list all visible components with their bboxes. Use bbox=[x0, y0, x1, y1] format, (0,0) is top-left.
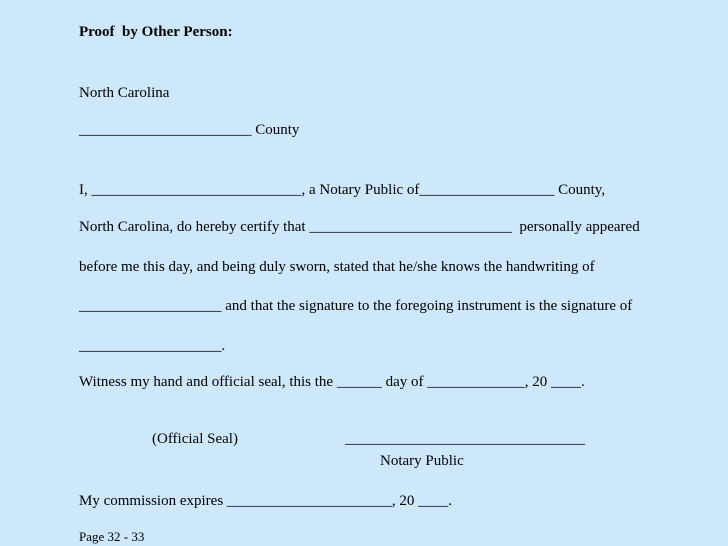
commission-expires-line: My commission expires ______________________, 20 ____. bbox=[79, 493, 452, 509]
official-seal-label: (Official Seal) bbox=[152, 431, 238, 447]
certification-line-5: ___________________. bbox=[79, 338, 226, 354]
certification-line-3: before me this day, and being duly sworn, stated that he/she knows the handwriting of bbox=[79, 259, 595, 275]
form-heading: Proof by Other Person: bbox=[79, 24, 233, 40]
signature-line: ________________________________ bbox=[345, 431, 585, 447]
certification-line-1: I, ____________________________, a Notary Public of__________________ County, bbox=[79, 182, 606, 198]
notary-public-caption: Notary Public bbox=[380, 453, 464, 469]
certification-line-4: ___________________ and that the signature to the foregoing instrument is the signature of bbox=[79, 298, 633, 314]
page-number: Page 32 - 33 bbox=[79, 529, 145, 544]
witness-line: Witness my hand and official seal, this the ______ day of _____________, 20 ____. bbox=[79, 374, 585, 390]
county-blank-line: _______________________ County bbox=[79, 122, 300, 138]
state-label: North Carolina bbox=[79, 85, 170, 101]
certification-line-2: North Carolina, do hereby certify that ___________________________ personally appeared bbox=[79, 219, 640, 235]
